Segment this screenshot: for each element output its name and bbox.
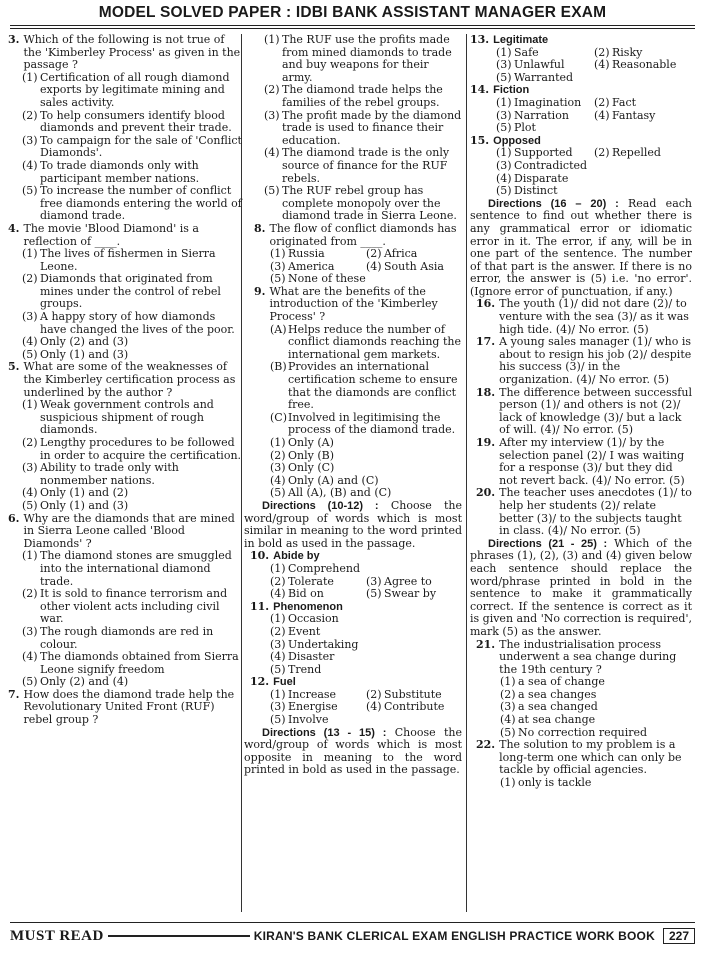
option: (2) Repelled	[594, 146, 661, 160]
option: (1) Certification of all rough diamond exports by legitimate mining and sales activity.	[22, 70, 230, 109]
option: (5) Distinct	[496, 184, 558, 198]
option: (5) Plot	[496, 121, 536, 135]
question-word: Legitimate	[493, 34, 549, 46]
question-13	[470, 34, 692, 84]
option: (5) Only (1) and (3)	[22, 498, 129, 512]
option: (2) Event	[270, 624, 321, 638]
question-text: A young sales manager (1)/ who is about to resign his job (2)/ despite his success (3)/ in the organization. (4)/ No error. (5)	[499, 335, 692, 387]
question-text: The youth (1)/ did not dare (2)/ to venture with the sea (3)/ as it was high tide. (4)/ No error. (5)	[499, 297, 689, 336]
option: (1) a sea of change	[500, 675, 605, 689]
option: (2) To help consumers identify blood diamonds and prevent their trade.	[22, 108, 232, 135]
question-19	[470, 437, 692, 487]
column-1	[8, 34, 244, 727]
option: (1) Occasion	[270, 612, 339, 626]
option: (C) Involved in legitimising the process of the diamond trade.	[270, 410, 456, 437]
question-number: 11.	[250, 599, 270, 613]
footer-rule	[108, 935, 250, 937]
question-number: 20.	[476, 486, 496, 500]
directions-16-20: Directions (16 – 20) : Read each sentence to find out whether there is any grammatical error or idiomatic error in it. The error, if any, will be in one part of the sentence. The number of that part is the answer. If there is no error, the answer is (5) i.e. 'no error'. (Ignore error of punctuation, if any.)	[470, 196, 692, 298]
question-21	[470, 639, 692, 740]
column-divider	[466, 34, 467, 912]
option: (2) Africa	[366, 247, 418, 261]
option: (3) Only (C)	[270, 461, 335, 475]
question-word: Phenomenon	[273, 600, 343, 613]
option: (4) Bid on	[270, 587, 324, 601]
question-10	[244, 550, 462, 600]
question-number: 10.	[250, 549, 270, 563]
option: (1) Only (A)	[270, 436, 334, 449]
question-14	[470, 84, 692, 134]
option: (5) Only (1) and (3)	[22, 347, 129, 361]
option: (4) The diamond trade is the only source of finance for the RUF rebels.	[264, 146, 450, 185]
question-number: 19.	[476, 436, 496, 449]
question-number: 16.	[476, 297, 496, 311]
option: (3) Unlawful	[496, 58, 565, 72]
page-header: MODEL SOLVED PAPER : IDBI BANK ASSISTANT MANAGER EXAM	[98, 4, 607, 21]
question-number: 9.	[254, 284, 266, 298]
option: (3) Ability to trade only with nonmember nations.	[22, 461, 179, 487]
option: (4) Fantasy	[594, 108, 656, 122]
option: (2) Diamonds that originated from mines under the control of rebel groups.	[22, 272, 221, 311]
book-title: KIRAN'S BANK CLERICAL EXAM ENGLISH PRACTICE WORK BOOK	[253, 929, 655, 943]
page-footer	[10, 922, 695, 949]
option: (5) Only (2) and (4)	[22, 675, 129, 689]
option: (1) Weak government controls and suspicious shipment of rough diamonds.	[22, 398, 214, 437]
option: (1) Russia	[270, 247, 325, 261]
question-number: 21.	[476, 637, 496, 651]
question-18	[470, 387, 692, 437]
question-number: 3.	[8, 33, 20, 46]
option: (1) Supported	[496, 146, 573, 160]
option: (2) Fact	[594, 95, 637, 109]
page-number: 227	[663, 928, 695, 944]
question-text: How does the diamond trade help the Revolutionary United Front (RUF) rebel group ?	[23, 687, 235, 727]
option: (5) Involve	[270, 713, 329, 727]
question-number: 8.	[254, 221, 266, 235]
must-read-label: MUST READ	[10, 927, 104, 944]
question-text: Which of the following is not true of the 'Kimberley Process' as given in the passage ?	[23, 33, 241, 72]
question-text: What are the benefits of the introduction of the 'Kimberley Process' ?	[269, 284, 438, 324]
directions-21-25: Directions (21 - 25) : Which of the phrases (1), (2), (3) and (4) given below each sentence should replace the word/phrase printed in bold in the sentence to make it grammatically correct. If the sentence is correct as it is given and 'No correction is required', mark (5) as the answer.	[470, 536, 692, 638]
option: (4) Reasonable	[594, 58, 677, 72]
option: (1) Comprehend	[270, 561, 360, 575]
option: (1) Imagination	[496, 95, 582, 109]
option: (3) A happy story of how diamonds have changed the lives of the poor.	[22, 310, 235, 336]
question-8	[244, 223, 462, 286]
option: (2) Lengthy procedures to be followed in order to acquire the certification.	[22, 436, 242, 462]
question-7	[8, 689, 244, 727]
option: (4) at sea change	[500, 713, 596, 727]
option: (2) It is sold to finance terrorism and other violent acts including civil war.	[22, 587, 228, 626]
option: (B) Provides an international certification scheme to ensure that the diamonds are conflict free.	[270, 360, 458, 412]
option: (5) Trend	[270, 662, 322, 676]
option: (2) Substitute	[366, 687, 442, 701]
option: (4) Only (2) and (3)	[22, 335, 129, 349]
option: (1) only is tackle	[500, 776, 592, 790]
option: (3) To campaign for the sale of 'Conflict Diamonds'.	[22, 133, 242, 160]
option: (5) To increase the number of conflict free diamonds entering the world of diamond trade.	[22, 184, 242, 223]
option: (2) a sea changes	[500, 687, 597, 701]
question-text: The flow of conflict diamonds has originated from ____.	[269, 221, 457, 248]
question-16	[470, 298, 692, 336]
question-number: 17.	[476, 335, 496, 349]
option: (2) The diamond trade helps the families of the rebel groups.	[264, 83, 443, 109]
question-17	[470, 336, 692, 386]
question-number: 12.	[250, 675, 270, 689]
question-4	[8, 223, 244, 362]
question-number: 15.	[470, 133, 490, 147]
question-7-options	[244, 34, 462, 223]
question-number: 4.	[8, 221, 20, 235]
question-9	[244, 286, 462, 500]
option: (4) Disaster	[270, 650, 335, 664]
question-5	[8, 361, 244, 512]
option: (5) No correction required	[500, 725, 648, 739]
option: (1) The lives of fishermen in Sierra Leone.	[22, 247, 216, 273]
column-2	[244, 34, 462, 777]
option: (3) Agree to	[366, 574, 432, 588]
option: (4) South Asia	[366, 259, 444, 273]
question-number: 14.	[470, 83, 490, 97]
option: (4) To trade diamonds only with participant member nations.	[22, 158, 200, 185]
option: (1) Increase	[270, 687, 337, 701]
option: (5) The RUF rebel group has complete monopoly over the diamond trade in Sierra Leone.	[264, 184, 457, 223]
option: (3) Contradicted	[496, 158, 588, 172]
question-text: Why are the diamonds that are mined in Sierra Leone called 'Blood Diamonds' ?	[23, 511, 235, 550]
question-text: The difference between successful person (1)/ and others is not (2)/ lack of knowledge (3)/ but a lack of will. (4)/ No error. (5)	[499, 385, 692, 437]
question-number: 18.	[476, 385, 496, 399]
option: (4) Contribute	[366, 700, 445, 714]
option: (4) Disparate	[496, 171, 569, 185]
question-number: 7.	[8, 687, 20, 701]
option: (3) a sea changed	[500, 700, 598, 714]
directions-13-15: Directions (13 - 15) : Choose the word/group of words which is most opposite in meaning to the word printed in bold as used in the passage.	[244, 725, 462, 777]
option: (5) All (A), (B) and (C)	[270, 486, 392, 500]
option: (4) Only (1) and (2)	[22, 486, 129, 500]
question-word: Fuel	[273, 676, 296, 689]
option: (1) Safe	[496, 45, 539, 59]
question-11	[244, 601, 462, 677]
option: (3) America	[270, 259, 335, 273]
question-12	[244, 676, 462, 726]
option: (3) Undertaking	[270, 637, 359, 651]
option: (3) The profit made by the diamond trade is used to finance their education.	[264, 108, 462, 147]
question-number: 22.	[476, 738, 496, 752]
option: (2) Tolerate	[270, 574, 334, 588]
question-text: The teacher uses anecdotes (1)/ to help her students (2)/ relate better (3)/ to the subjects taught in class. (4)/ No error. (5)	[499, 486, 692, 538]
question-text: The industrialisation process underwent a sea change during the 19th century ?	[499, 637, 677, 676]
question-3	[8, 34, 244, 223]
option: (1) The diamond stones are smuggled into the international diamond trade.	[22, 549, 232, 588]
question-15	[470, 135, 692, 198]
directions-10-12: Directions (10-12) : Choose the word/group of words which is most similar in meaning to the word printed in bold as used in the passage.	[244, 498, 462, 550]
option: (4) Only (A) and (C)	[270, 473, 379, 487]
option: (3) Narration	[496, 108, 569, 122]
option: (5) Warranted	[496, 70, 574, 84]
header-rule	[10, 25, 695, 26]
question-text: The movie 'Blood Diamond' is a reflection of ____.	[23, 221, 199, 248]
question-word: Abide by	[273, 550, 320, 563]
question-word: Opposed	[493, 134, 541, 147]
option: (4) The diamonds obtained from Sierra Leone signify freedom	[22, 650, 239, 676]
question-text: After my interview (1)/ by the selection panel (2)/ I was waiting for a response (3)/ but they did not revert back. (4)/ No error. (5)	[499, 436, 685, 487]
option: (3) Energise	[270, 700, 338, 714]
option: (2) Only (B)	[270, 448, 334, 462]
question-6	[8, 513, 244, 689]
question-20	[470, 487, 692, 537]
question-number: 6.	[8, 511, 20, 525]
question-text: The solution to my problem is a long-term one which can only be tackle by official agencies.	[499, 738, 682, 777]
column-3	[470, 34, 692, 790]
question-text: What are some of the weaknesses of the Kimberley certification process as underlined by the author ?	[23, 360, 236, 399]
option: (5) None of these	[270, 272, 366, 286]
option: (1) The RUF use the profits made from mined diamonds to trade and buy weapons for their army.	[264, 33, 452, 84]
option: (2) Risky	[594, 45, 643, 59]
option: (A) Helps reduce the number of conflict diamonds reaching the international gem markets.	[270, 322, 461, 361]
question-word: Fiction	[493, 84, 530, 97]
question-number: 13.	[470, 33, 490, 46]
question-22	[470, 739, 692, 789]
question-number: 5.	[8, 360, 20, 374]
option: (3) The rough diamonds are red in colour.	[22, 624, 214, 651]
option: (5) Swear by	[366, 587, 437, 601]
header-rule-thin	[10, 28, 695, 29]
